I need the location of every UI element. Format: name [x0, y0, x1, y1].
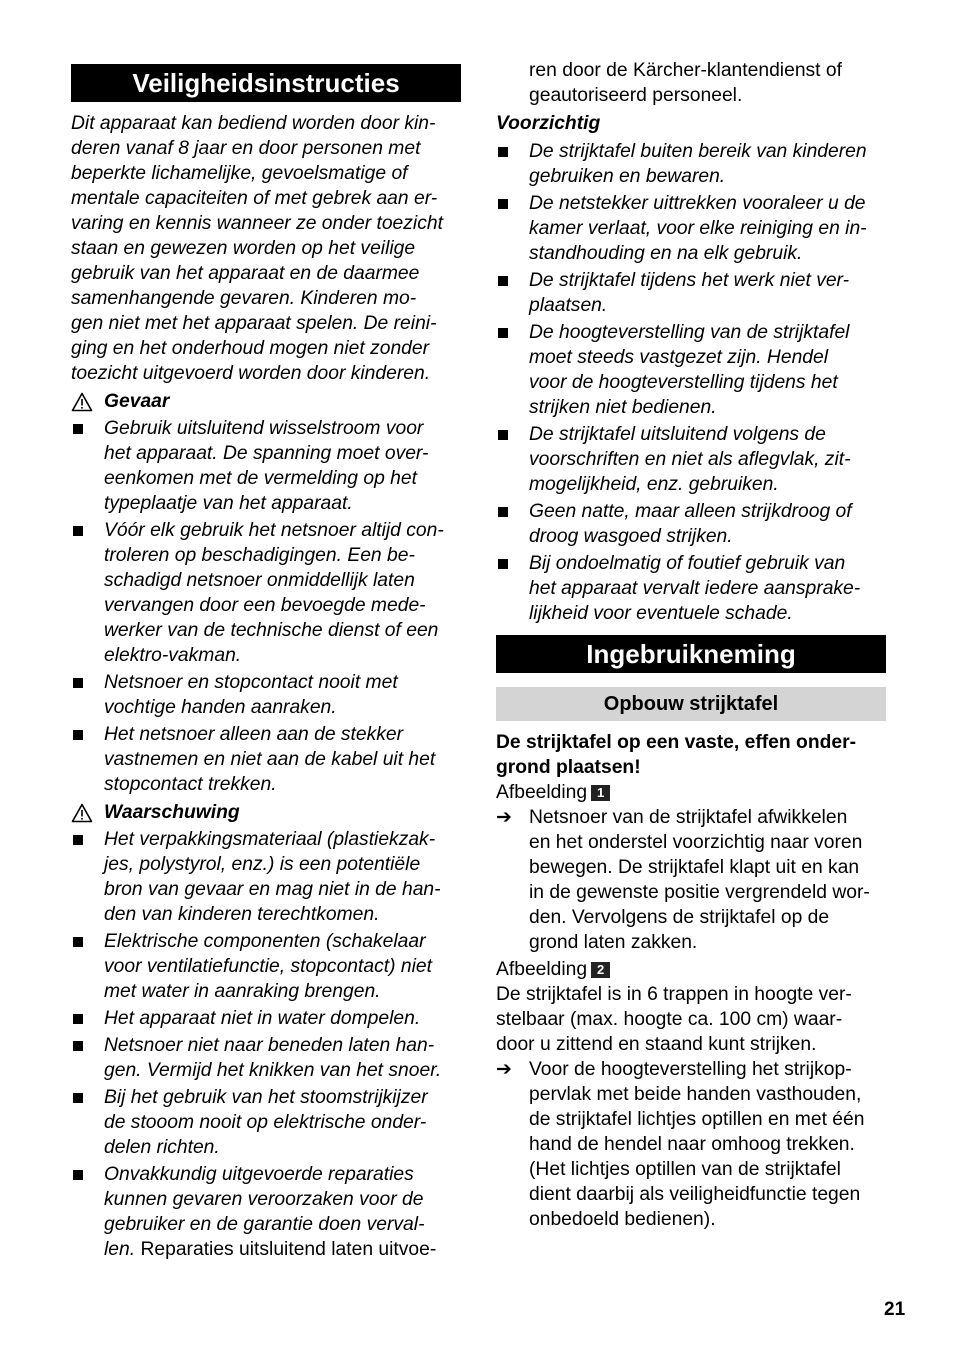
warning-triangle-icon [71, 803, 93, 823]
warning-list [71, 827, 461, 1262]
list-item: De netstekker uittrekken vooraleer u de kamer verlaat, voor elke reiniging en in- standhouding en na elk gebruik. [496, 191, 886, 266]
list-item: Het netsnoer alleen aan de stekker vastnemen en niet aan de kabel uit het stopcontact trekken. [71, 722, 461, 797]
square-bullet-icon [73, 424, 83, 434]
list-item: Vóór elk gebruik het netsnoer altijd con- troleren op beschadigingen. Een be- schadigd netsnoer onmiddellijk laten vervangen door een bevoegde mede- werker van de technische dienst of een elektro-vakman. [71, 518, 461, 668]
list-item: De strijktafel buiten bereik van kinderen gebruiken en bewaren. [496, 139, 886, 189]
square-bullet-icon [498, 559, 508, 569]
right-column [496, 58, 886, 1232]
caution-list [496, 139, 886, 626]
square-bullet-icon [73, 1170, 83, 1180]
square-bullet-icon [73, 1093, 83, 1103]
safety-heading: Veiligheidsinstructies [71, 64, 461, 102]
warning-triangle-icon [71, 392, 93, 412]
list-item: Elektrische componenten (schakelaar voor ventilatiefunctie, stopcontact) niet met water in aanraking brengen. [71, 929, 461, 1004]
list-item: Netsnoer niet naar beneden laten han- gen. Vermijd het knikken van het snoer. [71, 1033, 461, 1083]
square-bullet-icon [73, 835, 83, 845]
step-1: ➔ Netsnoer van de strijktafel afwikkelen en het onderstel voorzichtig naar voren bewegen. De strijktafel klapt uit en kan in de gewenste positie vergrendeld wor- den. Vervolgens de strijktafel op de grond laten zakken. [496, 807, 870, 953]
arrow-right-icon: ➔ [496, 807, 512, 828]
danger-list [71, 416, 461, 797]
continuation-text: ren door de Kärcher-klantendienst of geautoriseerd personeel. [529, 60, 842, 106]
square-bullet-icon [73, 730, 83, 740]
list-item: De hoogteverstelling van de strijktafel moet steeds vastgezet zijn. Hendel voor de hoogteverstelling tijdens het strijken niet bedienen. [496, 320, 886, 420]
arrow-right-icon: ➔ [496, 1059, 512, 1080]
list-item: Gebruik uitsluitend wisselstroom voor het apparaat. De spanning moet over- eenkomen met de vermelding op het typeplaatje van het apparaat. [71, 416, 461, 516]
figure-reference: Afbeelding 2 [496, 957, 886, 982]
figure-number-badge: 2 [591, 962, 610, 978]
list-item: Bij ondoelmatig of foutief gebruik van het apparaat vervalt iedere aansprake- lijkheid voor eventuele schade. [496, 551, 886, 626]
caution-heading: Voorzichtig [496, 113, 601, 134]
list-item: Bij het gebruik van het stoomstrijkijzer de stooom nooit op elektrische onder- delen richten. [71, 1085, 461, 1160]
left-column [71, 64, 461, 1264]
height-paragraph: De strijktafel is in 6 trappen in hoogte ver- stelbaar (max. hoogte ca. 100 cm) waar- door u zittend en staand kunt strijken. [496, 984, 852, 1055]
square-bullet-icon [73, 937, 83, 947]
square-bullet-icon [73, 526, 83, 536]
figure-number-badge: 1 [591, 785, 610, 801]
square-bullet-icon [73, 678, 83, 688]
intro-paragraph: Dit apparaat kan bediend worden door kin- deren vanaf 8 jaar en door personen met beperkte lichamelijke, gevoelsmatige of mentale capaciteiten of met gebrek aan er- varing en kennis wanneer ze onder toezicht staan en gewezen worden op het veilige gebruik van het apparaat en de daarmee samenhangende gevaren. Kinderen mo- gen niet met het apparaat spelen. De reini- ging en het onderhoud mogen niet zonder toezicht uitgevoerd worden door kinderen. [71, 113, 443, 384]
square-bullet-icon [73, 1014, 83, 1024]
list-item: Het apparaat niet in water dompelen. [71, 1006, 461, 1031]
commissioning-heading: Ingebruikneming [496, 635, 886, 673]
square-bullet-icon [498, 199, 508, 209]
assembly-subheading: Opbouw strijktafel [496, 687, 886, 721]
list-item: Het verpakkingsmateriaal (plastiekzak- jes, polystyrol, enz.) is een potentiële bron van gevaar en mag niet in de han- den van kinderen terechtkomen. [71, 827, 461, 927]
square-bullet-icon [73, 1041, 83, 1051]
list-item: De strijktafel tijdens het werk niet ver- plaatsen. [496, 268, 886, 318]
bold-note: De strijktafel op een vaste, effen onder- grond plaatsen! [496, 732, 857, 778]
list-item: Geen natte, maar alleen strijkdroog of droog wasgoed strijken. [496, 499, 886, 549]
square-bullet-icon [498, 276, 508, 286]
square-bullet-icon [498, 430, 508, 440]
step-2: ➔ Voor de hoogteverstelling het strijkop- pervlak met beide handen vasthouden, de strijktafel lichtjes optillen en met één hand de hendel naar omhoog trekken. (Het lichtjes optillen van de strijktafel dient daarbij als veiligheidfunctie tegen onbedoeld bedienen). [496, 1059, 865, 1230]
page-number: 21 [884, 1299, 906, 1320]
warning-heading: Waarschuwing [71, 800, 461, 825]
list-item: De strijktafel uitsluitend volgens de voorschriften en niet als aflegvlak, zit- mogelijkheid, enz. gebruiken. [496, 422, 886, 497]
square-bullet-icon [498, 328, 508, 338]
square-bullet-icon [498, 147, 508, 157]
list-item: Onvakkundig uitgevoerde reparaties kunnen gevaren veroorzaken voor de gebruiker en de garantie doen verval- len. Reparaties uitsluitend laten uitvoe- [71, 1162, 461, 1262]
list-item: Netsnoer en stopcontact nooit met vochtige handen aanraken. [71, 670, 461, 720]
danger-heading: Gevaar [71, 389, 461, 414]
square-bullet-icon [498, 507, 508, 517]
figure-reference: Afbeelding 1 [496, 780, 886, 805]
